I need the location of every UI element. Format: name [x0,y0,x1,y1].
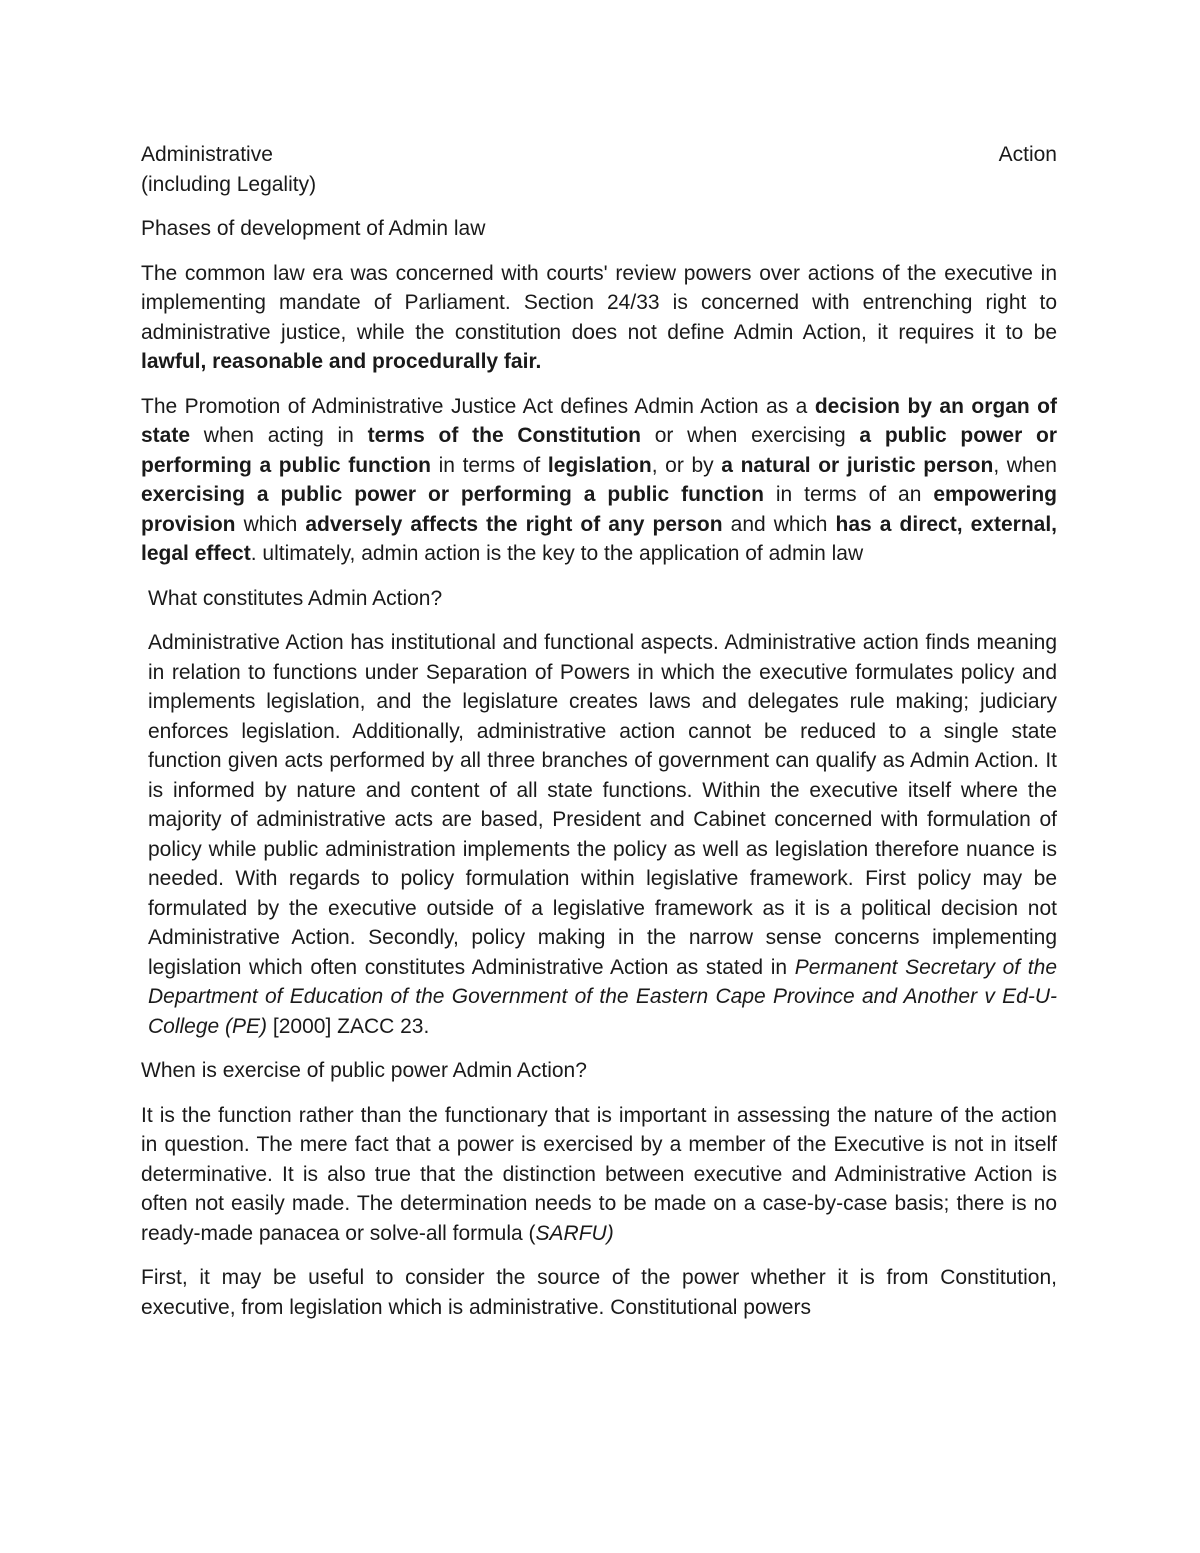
para2-t2: when acting in [190,424,368,447]
heading-phases: Phases of development of Admin law [141,217,486,240]
document-title [141,140,1057,170]
title-right: Action [998,143,1057,166]
paragraph-common-law [141,259,1057,377]
title-left: Administrative [141,143,273,166]
para2-b3: a public power or performing a public function [141,424,1057,477]
para2-t3: or when exercising [641,424,860,447]
paragraph-institutional-functional [141,628,1057,1041]
para2-t8: which [235,512,306,536]
para2-t9: and which [722,512,836,536]
para2-b2: terms of the Constitution [367,424,641,447]
para2-t6: , when [993,453,1057,477]
heading-public-power: When is exercise of public power Admin Action? [141,1059,587,1082]
para2-t5: , or by [651,453,722,477]
para2-b7: empowering provision [141,483,1057,536]
para2-t10: . ultimately, admin action is the key to the application of admin law [250,542,864,565]
para3-citation: [2000] ZACC 23. [267,1014,430,1038]
para2-t4: in terms of [431,453,548,477]
para2-b1: decision by an organ of state [141,394,1057,447]
paragraph-paja-definition [141,392,1057,569]
para2-b6: exercising a public power or performing a public function [141,483,764,506]
document-subtitle: (including Legality) [141,172,317,196]
para2-b5: a natural or juristic person [721,453,994,477]
para1-text: The common law era was concerned with courts' review powers over actions of the executive in implementing mandate of Parliament. Section 24/33 is concerned with entrenching right to administrative justice, while the constitution does not define Admin Action, it requires it to be [141,261,1057,344]
para4-case-name: SARFU) [535,1221,614,1245]
paragraph-function-not-functionary [141,1101,1057,1249]
para2-b8: adversely affects the right of any person [305,512,723,536]
para2-t7: in terms of an [763,483,934,506]
para3-text: Administrative Action has institutional and functional aspects. Administrative action finds meaning in relation to functions under Separation of Powers in which the executive formulates policy and implements legislation, and the legislature creates laws and delegates rule making; judiciary enforces legislation. Additionally, administrative action cannot be reduced to a single state function given acts performed by all three branches of government can qualify as Admin Action. It is informed by nature and content of all state functions. Within the executive itself where the majority of administrative acts are based, President and Cabinet concerned with formulation of policy while public administration implements the policy as well as legislation therefore nuance is needed. With regards to policy formulation within legislative framework. First policy may be formulated by the executive outside of a legislative framework as it is a political decision not Administrative Action. Secondly, policy making in the narrow sense concerns implementing legislation which often constitutes Administrative Action as stated in [148,631,1057,979]
document-body [141,140,1057,1322]
para3-case-name: Permanent Secretary of the Department of Education of the Government of the Eastern Cape Province and Another v Ed-U-College (PE) [148,955,1057,1038]
para4-text: It is the function rather than the functionary that is important in assessing the nature of the action in question. The mere fact that a power is exercised by a member of the Executive is not in itself determinative. It is also true that the distinction between executive and Administrative Action is often not easily made. The determination needs to be made on a case-by-case basis; there is no ready-made panacea or solve-all formula ( [141,1103,1057,1245]
para2-t1: The Promotion of Administrative Justice Act defines Admin Action as a [141,394,815,418]
heading-constitutes: What constitutes Admin Action? [148,586,443,610]
paragraph-source-of-power: First, it may be useful to consider the source of the power whether it is from Constitution, executive, from legislation which is administrative. Constitutional powers [141,1266,1057,1319]
para2-b4: legislation [547,453,652,477]
para2-b9: has a direct, external, legal effect [141,512,1058,565]
para1-bold: lawful, reasonable and procedurally fair. [141,350,542,373]
